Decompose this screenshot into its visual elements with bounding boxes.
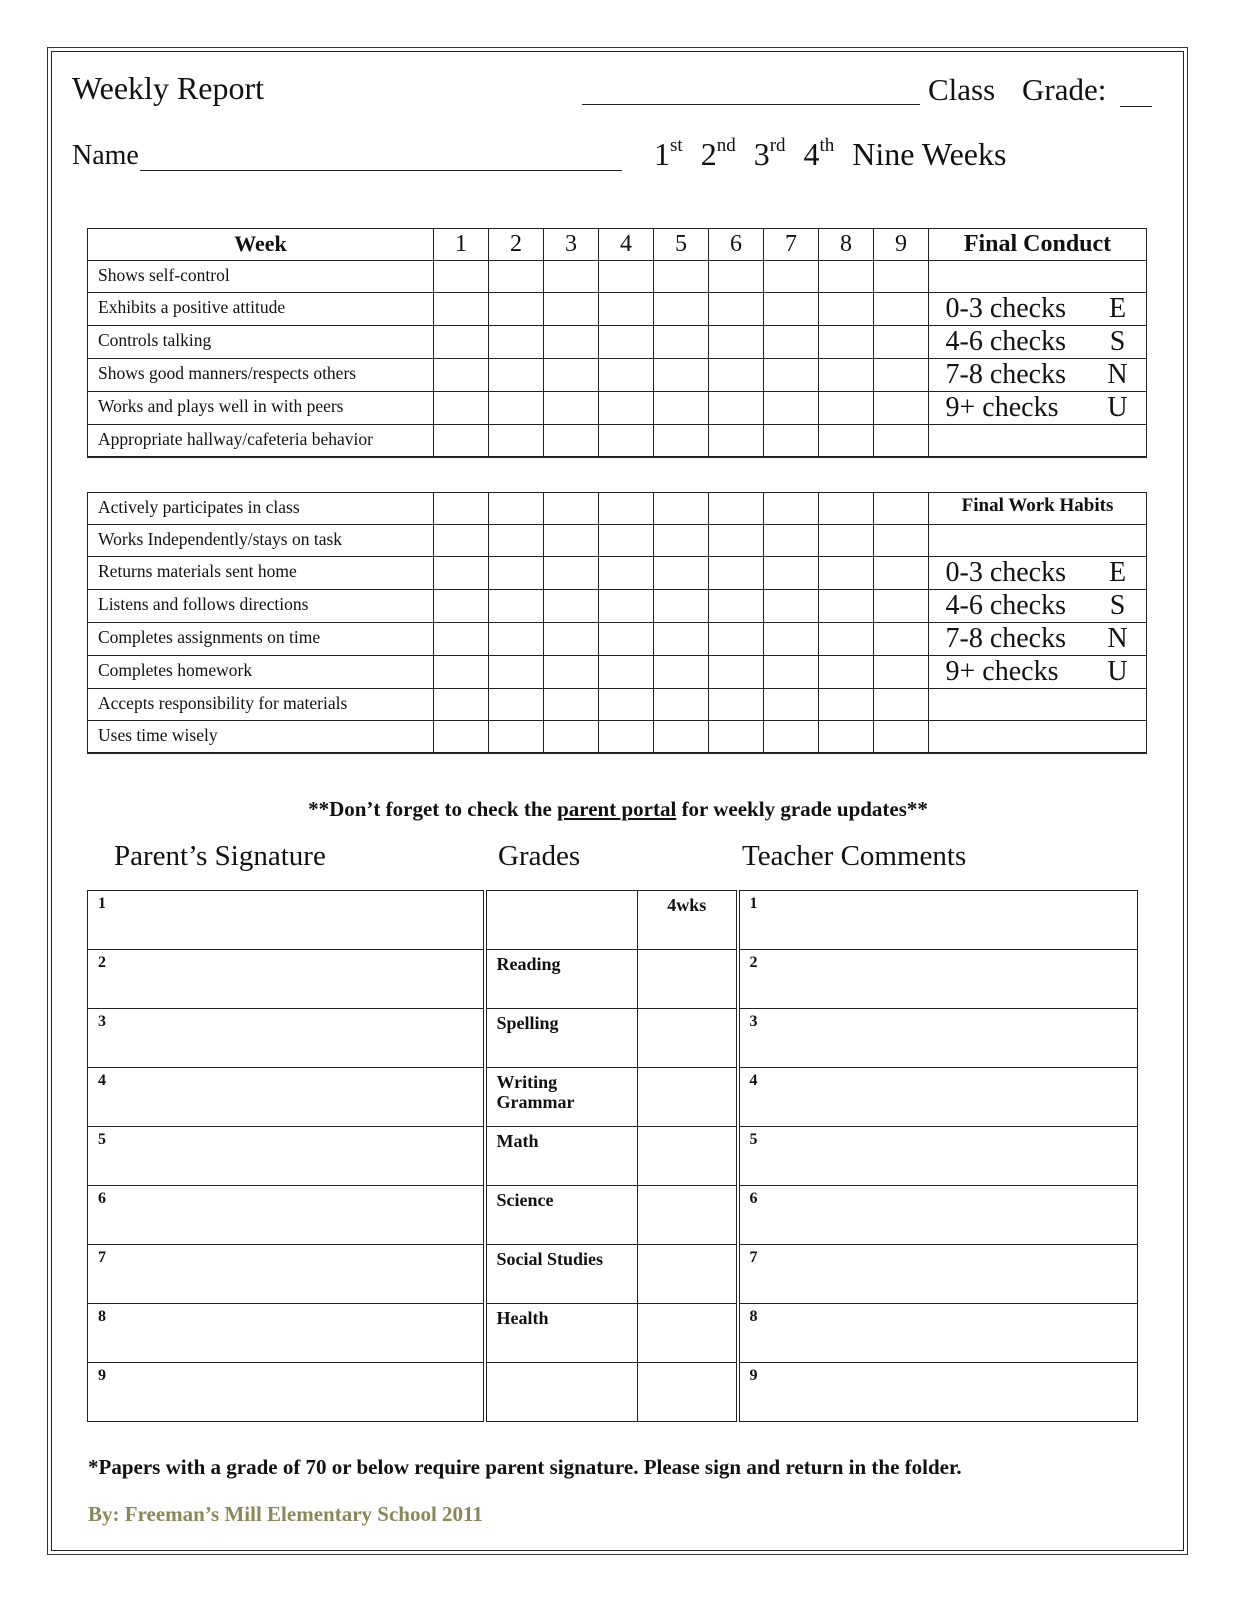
check-cell[interactable]: [764, 656, 819, 689]
check-cell[interactable]: [489, 326, 544, 359]
check-cell[interactable]: [764, 425, 819, 457]
check-cell[interactable]: [544, 359, 599, 392]
check-cell[interactable]: [709, 557, 764, 590]
teacher-comment-cell[interactable]: 9: [738, 1363, 1138, 1422]
check-cell[interactable]: [489, 261, 544, 293]
check-cell[interactable]: [764, 623, 819, 656]
check-cell[interactable]: [764, 261, 819, 293]
check-cell[interactable]: [544, 493, 599, 525]
quarter-2[interactable]: 2nd: [700, 135, 736, 172]
check-cell[interactable]: [599, 721, 654, 753]
check-cell[interactable]: [599, 326, 654, 359]
class-blank-line[interactable]: [582, 104, 920, 105]
check-cell[interactable]: [544, 590, 599, 623]
check-cell[interactable]: [434, 493, 489, 525]
check-cell[interactable]: [654, 392, 709, 425]
check-cell[interactable]: [544, 656, 599, 689]
check-cell[interactable]: [764, 721, 819, 753]
report-title: Weekly Report: [72, 70, 265, 106]
check-cell[interactable]: [819, 656, 874, 689]
check-cell[interactable]: [819, 590, 874, 623]
check-cell[interactable]: [654, 623, 709, 656]
table-row: [88, 525, 1147, 557]
habit-label: Works Independently/stays on task: [88, 525, 434, 557]
check-cell[interactable]: [819, 557, 874, 590]
teacher-comment-cell[interactable]: 3: [738, 1009, 1138, 1068]
week-header: Week: [88, 229, 434, 261]
grade-blank-line[interactable]: [1120, 106, 1152, 107]
check-cell[interactable]: [599, 557, 654, 590]
table-row: [88, 1009, 1138, 1068]
check-cell[interactable]: [874, 557, 929, 590]
subject-cell: [485, 1363, 638, 1422]
table-row: [88, 623, 1147, 656]
table-row: [88, 1068, 1138, 1127]
check-cell[interactable]: [599, 525, 654, 557]
check-cell[interactable]: [819, 359, 874, 392]
table-row: [88, 326, 1147, 359]
check-cell[interactable]: [599, 623, 654, 656]
quarter-3[interactable]: 3rd: [753, 135, 786, 172]
work-scale-e: 0-3 checks E: [929, 557, 1147, 590]
check-cell[interactable]: [819, 623, 874, 656]
table-row: [88, 293, 1147, 326]
check-cell[interactable]: [874, 721, 929, 753]
check-cell[interactable]: [819, 293, 874, 326]
check-cell[interactable]: [489, 392, 544, 425]
check-cell[interactable]: [709, 392, 764, 425]
table-row: [88, 261, 1147, 293]
check-cell[interactable]: [544, 623, 599, 656]
final-conduct-header: Final Conduct: [929, 229, 1147, 261]
check-cell[interactable]: [764, 359, 819, 392]
check-cell[interactable]: [709, 721, 764, 753]
final-work-blank: [929, 525, 1147, 557]
table-row: [88, 891, 1138, 950]
check-cell[interactable]: [489, 525, 544, 557]
table-row: [88, 721, 1147, 753]
grade-cell[interactable]: [638, 1363, 738, 1422]
parent-signature-cell[interactable]: 7: [88, 1245, 485, 1304]
check-cell[interactable]: [874, 425, 929, 457]
week-col-7: 7: [764, 229, 819, 261]
check-cell[interactable]: [599, 359, 654, 392]
teacher-comment-cell[interactable]: 8: [738, 1304, 1138, 1363]
check-cell[interactable]: [599, 261, 654, 293]
check-cell[interactable]: [819, 689, 874, 721]
table-row: [88, 950, 1138, 1009]
name-blank-line[interactable]: [140, 170, 622, 171]
table-row: [88, 359, 1147, 392]
check-cell[interactable]: [434, 261, 489, 293]
check-cell[interactable]: [764, 493, 819, 525]
table-row: [88, 1304, 1138, 1363]
week-col-8: 8: [819, 229, 874, 261]
final-work-blank: [929, 721, 1147, 753]
check-cell[interactable]: [544, 293, 599, 326]
behavior-label: Shows self-control: [88, 261, 434, 293]
check-cell[interactable]: [874, 359, 929, 392]
check-cell[interactable]: [874, 656, 929, 689]
check-cell[interactable]: [599, 689, 654, 721]
check-cell[interactable]: [819, 392, 874, 425]
grade-cell[interactable]: [638, 1186, 738, 1245]
check-cell[interactable]: [764, 590, 819, 623]
check-cell[interactable]: [764, 293, 819, 326]
check-cell[interactable]: [819, 261, 874, 293]
habit-label: Listens and follows directions: [88, 590, 434, 623]
check-cell[interactable]: [709, 493, 764, 525]
final-work-blank: [929, 689, 1147, 721]
check-cell[interactable]: [819, 525, 874, 557]
check-cell[interactable]: [874, 689, 929, 721]
habit-label: Completes homework: [88, 656, 434, 689]
check-cell[interactable]: [434, 293, 489, 326]
check-cell[interactable]: [874, 293, 929, 326]
behavior-label: Shows good manners/respects others: [88, 359, 434, 392]
habit-label: Completes assignments on time: [88, 623, 434, 656]
check-cell[interactable]: [654, 656, 709, 689]
week-col-9: 9: [874, 229, 929, 261]
check-cell[interactable]: [489, 359, 544, 392]
check-cell[interactable]: [434, 689, 489, 721]
week-col-1: 1: [434, 229, 489, 261]
parent-signature-cell[interactable]: 4: [88, 1068, 485, 1127]
table-row: [88, 557, 1147, 590]
table-row: [88, 1363, 1138, 1422]
grades-heading: Grades: [498, 840, 581, 872]
check-cell[interactable]: [489, 425, 544, 457]
check-cell[interactable]: [874, 590, 929, 623]
week-col-3: 3: [544, 229, 599, 261]
check-cell[interactable]: [489, 721, 544, 753]
grade-cell[interactable]: [638, 1009, 738, 1068]
parent-signature-cell[interactable]: 6: [88, 1186, 485, 1245]
quarter-4[interactable]: 4th: [803, 135, 835, 172]
teacher-comment-cell[interactable]: 5: [738, 1127, 1138, 1186]
parent-signature-cell[interactable]: 8: [88, 1304, 485, 1363]
check-cell[interactable]: [544, 326, 599, 359]
check-cell[interactable]: [764, 689, 819, 721]
parent-signature-cell[interactable]: 1: [88, 891, 485, 950]
grade-cell[interactable]: [638, 1068, 738, 1127]
check-cell[interactable]: [544, 689, 599, 721]
teacher-comments-heading: Teacher Comments: [742, 840, 967, 872]
grade-cell[interactable]: [638, 1304, 738, 1363]
check-cell[interactable]: [709, 425, 764, 457]
subject-cell: Reading: [485, 950, 638, 1009]
school-credit: By: Freeman’s Mill Elementary School 2011: [88, 1502, 483, 1526]
parent-signature-cell[interactable]: 3: [88, 1009, 485, 1068]
parent-portal-link[interactable]: parent portal: [557, 797, 677, 821]
week-col-4: 4: [599, 229, 654, 261]
check-cell[interactable]: [599, 590, 654, 623]
check-cell[interactable]: [709, 623, 764, 656]
parent-signature-heading: Parent’s Signature: [114, 840, 326, 872]
nine-weeks-label: Nine Weeks: [852, 136, 1007, 172]
subject-cell: Social Studies: [485, 1245, 638, 1304]
conduct-scale-n: 7-8 checks N: [929, 359, 1147, 392]
check-cell[interactable]: [544, 557, 599, 590]
check-cell[interactable]: [544, 261, 599, 293]
teacher-comment-cell[interactable]: 7: [738, 1245, 1138, 1304]
check-cell[interactable]: [599, 392, 654, 425]
conduct-scale-u: 9+ checks U: [929, 392, 1147, 425]
check-cell[interactable]: [599, 656, 654, 689]
habit-label: Uses time wisely: [88, 721, 434, 753]
teacher-comment-cell[interactable]: 1: [738, 891, 1138, 950]
week-col-2: 2: [489, 229, 544, 261]
signature-grades-table: [87, 890, 1138, 1422]
check-cell[interactable]: [434, 557, 489, 590]
habit-label: Accepts responsibility for materials: [88, 689, 434, 721]
table-row: [88, 493, 1147, 525]
grade-cell[interactable]: [638, 1245, 738, 1304]
table-row: [88, 392, 1147, 425]
check-cell[interactable]: [544, 525, 599, 557]
habit-label: Actively participates in class: [88, 493, 434, 525]
check-cell[interactable]: [654, 425, 709, 457]
check-cell[interactable]: [544, 721, 599, 753]
check-cell[interactable]: [709, 656, 764, 689]
check-cell[interactable]: [709, 590, 764, 623]
final-work-habits-header: Final Work Habits: [929, 493, 1147, 525]
check-cell[interactable]: [489, 623, 544, 656]
check-cell[interactable]: [654, 590, 709, 623]
check-cell[interactable]: [709, 689, 764, 721]
conduct-scale-e: 0-3 checks E: [929, 293, 1147, 326]
table-row: [88, 1186, 1138, 1245]
quarter-1[interactable]: 1st: [654, 135, 683, 172]
check-cell[interactable]: [489, 293, 544, 326]
check-cell[interactable]: [434, 623, 489, 656]
check-cell[interactable]: [599, 293, 654, 326]
conduct-header-row: [88, 229, 1147, 261]
nine-weeks-selector: [654, 136, 1006, 173]
check-cell[interactable]: [599, 493, 654, 525]
check-cell[interactable]: [599, 425, 654, 457]
check-cell[interactable]: [434, 656, 489, 689]
subject-cell: [485, 891, 638, 950]
check-cell[interactable]: [819, 326, 874, 359]
check-cell[interactable]: [654, 525, 709, 557]
behavior-label: Appropriate hallway/cafeteria behavior: [88, 425, 434, 457]
subject-cell: Science: [485, 1186, 638, 1245]
work-scale-s: 4-6 checks S: [929, 590, 1147, 623]
table-row: [88, 689, 1147, 721]
check-cell[interactable]: [709, 525, 764, 557]
behavior-label: Works and plays well in with peers: [88, 392, 434, 425]
four-weeks-header: 4wks: [638, 891, 738, 950]
check-cell[interactable]: [764, 557, 819, 590]
check-cell[interactable]: [819, 493, 874, 525]
check-cell[interactable]: [709, 359, 764, 392]
check-cell[interactable]: [709, 293, 764, 326]
check-cell[interactable]: [434, 425, 489, 457]
check-cell[interactable]: [709, 261, 764, 293]
check-cell[interactable]: [489, 689, 544, 721]
table-row: [88, 425, 1147, 457]
check-cell[interactable]: [434, 721, 489, 753]
week-col-5: 5: [654, 229, 709, 261]
final-conduct-blank: [929, 261, 1147, 293]
work-scale-n: 7-8 checks N: [929, 623, 1147, 656]
check-cell[interactable]: [764, 392, 819, 425]
parent-signature-cell[interactable]: 2: [88, 950, 485, 1009]
check-cell[interactable]: [434, 359, 489, 392]
check-cell[interactable]: [819, 721, 874, 753]
grade-cell[interactable]: [638, 950, 738, 1009]
grade-cell[interactable]: [638, 1127, 738, 1186]
check-cell[interactable]: [654, 359, 709, 392]
check-cell[interactable]: [544, 392, 599, 425]
check-cell[interactable]: [654, 293, 709, 326]
work-scale-u: 9+ checks U: [929, 656, 1147, 689]
check-cell[interactable]: [434, 590, 489, 623]
check-cell[interactable]: [434, 326, 489, 359]
check-cell[interactable]: [819, 425, 874, 457]
week-col-6: 6: [709, 229, 764, 261]
check-cell[interactable]: [434, 392, 489, 425]
subject-cell: Spelling: [485, 1009, 638, 1068]
check-cell[interactable]: [489, 590, 544, 623]
parent-signature-cell[interactable]: 9: [88, 1363, 485, 1422]
table-row: [88, 1245, 1138, 1304]
check-cell[interactable]: [874, 261, 929, 293]
check-cell[interactable]: [709, 326, 764, 359]
teacher-comment-cell[interactable]: 4: [738, 1068, 1138, 1127]
class-label: Class: [928, 72, 996, 107]
check-cell[interactable]: [489, 493, 544, 525]
name-label: Name: [72, 140, 139, 171]
check-cell[interactable]: [764, 326, 819, 359]
habit-label: Returns materials sent home: [88, 557, 434, 590]
parent-portal-reminder: **Don’t forget to check the parent portal for weekly grade updates**: [308, 797, 928, 821]
check-cell[interactable]: [874, 525, 929, 557]
check-cell[interactable]: [654, 689, 709, 721]
table-row: [88, 590, 1147, 623]
check-cell[interactable]: [874, 493, 929, 525]
check-cell[interactable]: [489, 656, 544, 689]
work-habits-table: [87, 492, 1147, 754]
check-cell[interactable]: [489, 557, 544, 590]
grade-label: Grade:: [1022, 72, 1107, 107]
subject-cell: Math: [485, 1127, 638, 1186]
table-row: [88, 656, 1147, 689]
check-cell[interactable]: [654, 721, 709, 753]
conduct-scale-s: 4-6 checks S: [929, 326, 1147, 359]
teacher-comment-cell[interactable]: 6: [738, 1186, 1138, 1245]
check-cell[interactable]: [654, 493, 709, 525]
table-row: [88, 1127, 1138, 1186]
subject-cell: Writing Grammar: [485, 1068, 638, 1127]
subject-cell: Health: [485, 1304, 638, 1363]
check-cell[interactable]: [874, 326, 929, 359]
check-cell[interactable]: [434, 525, 489, 557]
behavior-label: Exhibits a positive attitude: [88, 293, 434, 326]
conduct-table: [87, 228, 1147, 458]
check-cell[interactable]: [654, 557, 709, 590]
check-cell[interactable]: [874, 623, 929, 656]
parent-signature-cell[interactable]: 5: [88, 1127, 485, 1186]
check-cell[interactable]: [654, 326, 709, 359]
signature-requirement-note: *Papers with a grade of 70 or below require parent signature. Please sign and return in the folder.: [88, 1455, 962, 1479]
teacher-comment-cell[interactable]: 2: [738, 950, 1138, 1009]
final-conduct-blank: [929, 425, 1147, 457]
check-cell[interactable]: [874, 392, 929, 425]
check-cell[interactable]: [764, 525, 819, 557]
behavior-label: Controls talking: [88, 326, 434, 359]
check-cell[interactable]: [544, 425, 599, 457]
check-cell[interactable]: [654, 261, 709, 293]
